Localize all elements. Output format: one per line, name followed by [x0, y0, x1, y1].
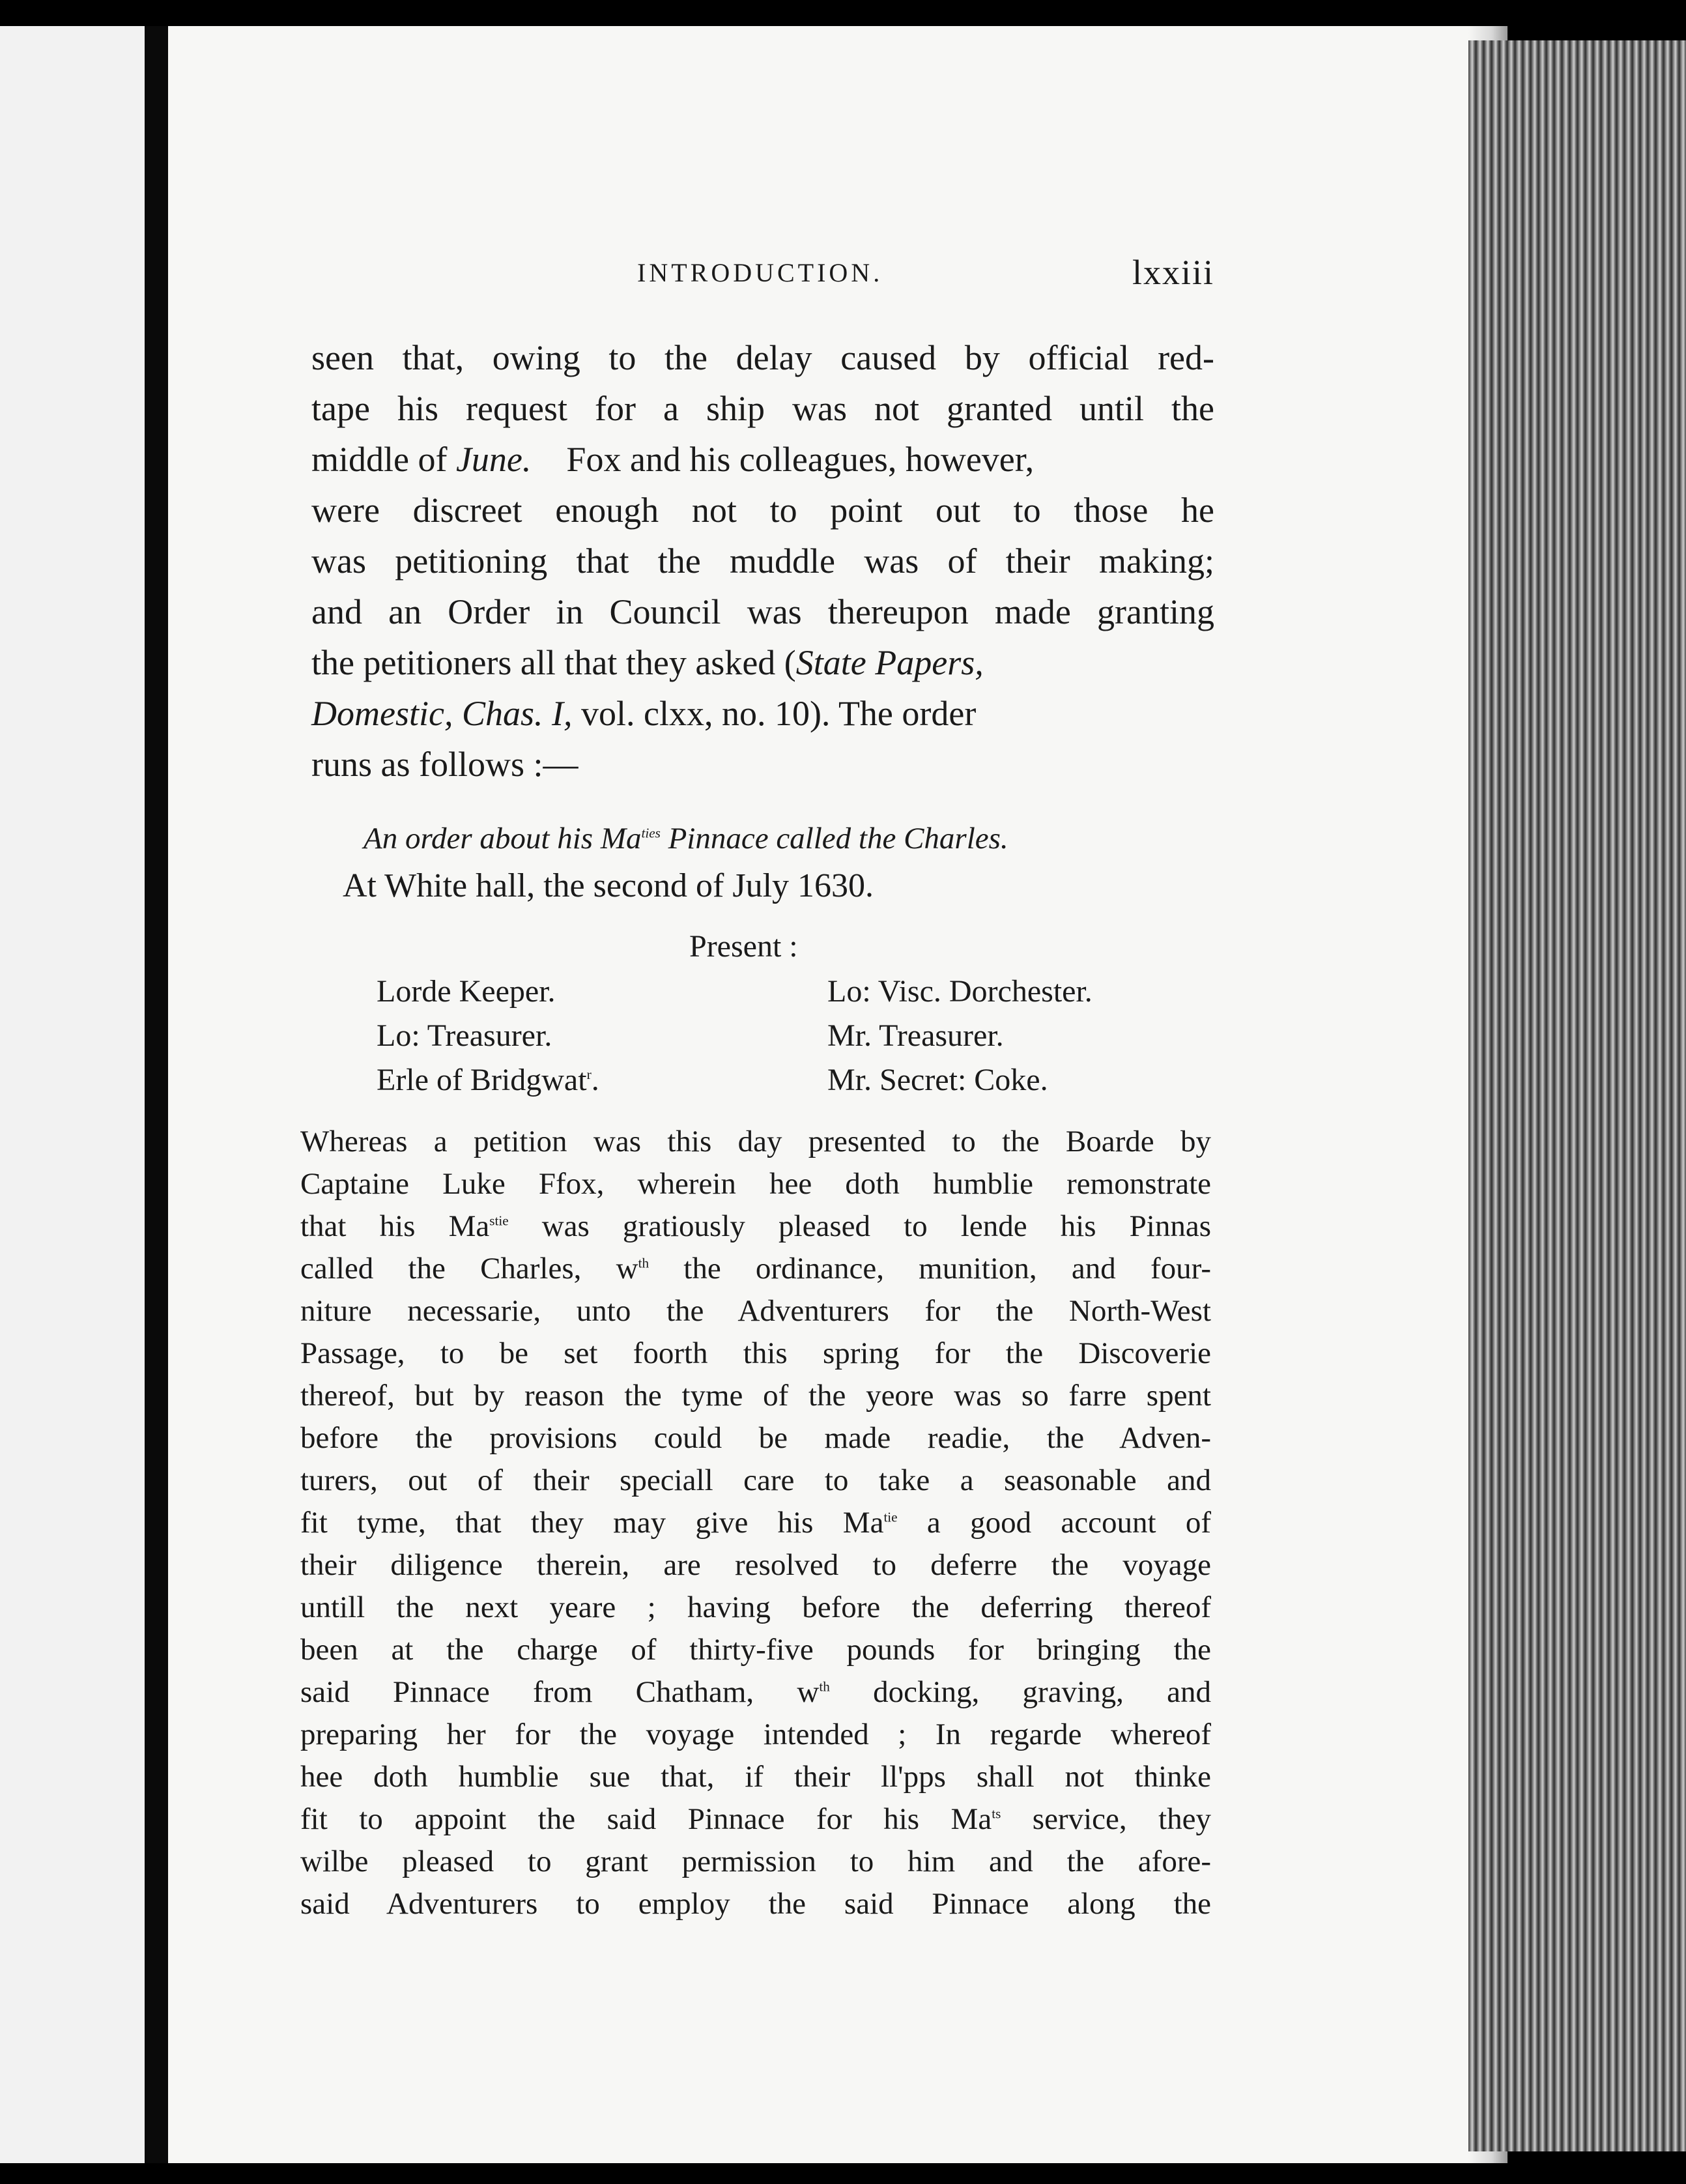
text-span: Pinnace called the Charles.	[660, 822, 1008, 855]
attendee-name: Mr. Treasurer.	[827, 1018, 1004, 1053]
running-title: INTRODUCTION.	[637, 258, 883, 287]
text-span: docking, graving, and	[829, 1675, 1211, 1709]
present-label: Present :	[689, 929, 798, 964]
text-line: Captaine Luke Ffox, wherein hee doth humblie remonstrate	[300, 1167, 1211, 1201]
text-span: called the Charles, w	[300, 1252, 638, 1286]
text-span: An order about his Ma	[364, 822, 642, 855]
superscript: th	[638, 1255, 650, 1271]
text-line: turers, out of their speciall care to take a seasonable and	[300, 1463, 1211, 1497]
text-line	[300, 1671, 1211, 1714]
page-number: lxxiii	[1132, 253, 1215, 292]
book-page-edges	[1468, 40, 1686, 2151]
book-page	[168, 26, 1468, 2163]
text-span: fit to appoint the said Pinnace for his Ma	[300, 1802, 992, 1836]
text-line: were discreet enough not to point out to those he	[311, 491, 1214, 530]
text-span: fit tyme, that they may give his Ma	[300, 1506, 884, 1540]
text-line: before the provisions could be made readie, the Adven-	[300, 1421, 1211, 1455]
decree-text	[300, 1121, 1211, 1925]
facing-page-edge	[0, 26, 145, 2163]
italic-citation: State Papers,	[795, 643, 984, 682]
text-span: that his Ma	[300, 1209, 490, 1243]
text-line	[300, 1502, 1211, 1544]
intro-paragraph	[311, 332, 1214, 790]
text-span: middle of	[311, 440, 456, 479]
text-span: Fox and his colleagues, however,	[566, 440, 1035, 479]
text-line: their diligence therein, are resolved to deferre the voyage	[300, 1548, 1211, 1582]
order-dateline: At White hall, the second of July 1630.	[343, 867, 874, 904]
text-line: tape his request for a ship was not granted until the	[311, 389, 1214, 428]
attendee-name: Lo: Visc. Dorchester.	[827, 974, 1093, 1009]
superscript: th	[819, 1678, 830, 1695]
text-span: was gratiously pleased to lende his Pinnas	[508, 1209, 1211, 1243]
attendee-name: Lo: Treasurer.	[377, 1018, 552, 1053]
attendees-left	[377, 970, 599, 1102]
attendees-right	[827, 970, 1093, 1102]
superscript: stie	[489, 1213, 509, 1229]
text-line: untill the next yeare ; having before the deferring thereof	[300, 1590, 1211, 1624]
text-line: was petitioning that the muddle was of their making;	[311, 541, 1214, 581]
text-line: seen that, owing to the delay caused by official red-	[311, 338, 1214, 377]
text-line	[300, 1248, 1211, 1290]
text-line: wilbe pleased to grant permission to him and the afore-	[300, 1845, 1211, 1878]
text-line	[311, 434, 1214, 485]
text-line: said Adventurers to employ the said Pinnace along the	[300, 1887, 1211, 1921]
text-span: service, they	[1001, 1802, 1211, 1836]
text-line	[311, 688, 1214, 739]
italic-citation: Domestic, Chas. I,	[311, 694, 573, 733]
italic-date: June.	[455, 440, 532, 479]
text-line	[300, 1205, 1211, 1248]
text-line: hee doth humblie sue that, if their ll'pps shall not thinke	[300, 1760, 1211, 1794]
text-line: Whereas a petition was this day presented to the Boarde by	[300, 1125, 1211, 1158]
text-span: the ordinance, munition, and four-	[649, 1252, 1211, 1286]
attendee-name: Mr. Secret: Coke.	[827, 1063, 1048, 1097]
text-line: Passage, to be set foorth this spring for the Discoverie	[300, 1336, 1211, 1370]
text-span: said Pinnace from Chatham, w	[300, 1675, 820, 1709]
text-span: .	[591, 1063, 599, 1097]
book-gutter	[145, 26, 168, 2163]
text-line: niture necessarie, unto the Adventurers for the North-West	[300, 1294, 1211, 1328]
page-header	[168, 253, 1468, 296]
text-line	[300, 1798, 1211, 1841]
order-caption	[364, 821, 1008, 856]
attendee-name	[377, 1058, 599, 1102]
superscript: r	[586, 1067, 592, 1082]
superscript: tie	[883, 1509, 898, 1525]
text-span: a good account of	[897, 1506, 1211, 1540]
text-line: runs as follows :—	[311, 745, 579, 784]
attendee-name: Lorde Keeper.	[377, 974, 556, 1009]
text-line	[311, 637, 1214, 688]
text-span: Erle of Bridgwat	[377, 1063, 587, 1097]
text-line: preparing her for the voyage intended ; In regarde whereof	[300, 1717, 1211, 1751]
text-line: thereof, but by reason the tyme of the yeore was so farre spent	[300, 1379, 1211, 1413]
superscript: ties	[641, 825, 661, 841]
superscript: ts	[992, 1805, 1001, 1822]
text-line: and an Order in Council was thereupon made granting	[311, 592, 1214, 631]
text-span: the petitioners all that they asked (	[311, 643, 796, 682]
text-span: vol. clxx, no. 10). The order	[572, 694, 977, 733]
text-line: been at the charge of thirty-five pounds for bringing the	[300, 1633, 1211, 1667]
